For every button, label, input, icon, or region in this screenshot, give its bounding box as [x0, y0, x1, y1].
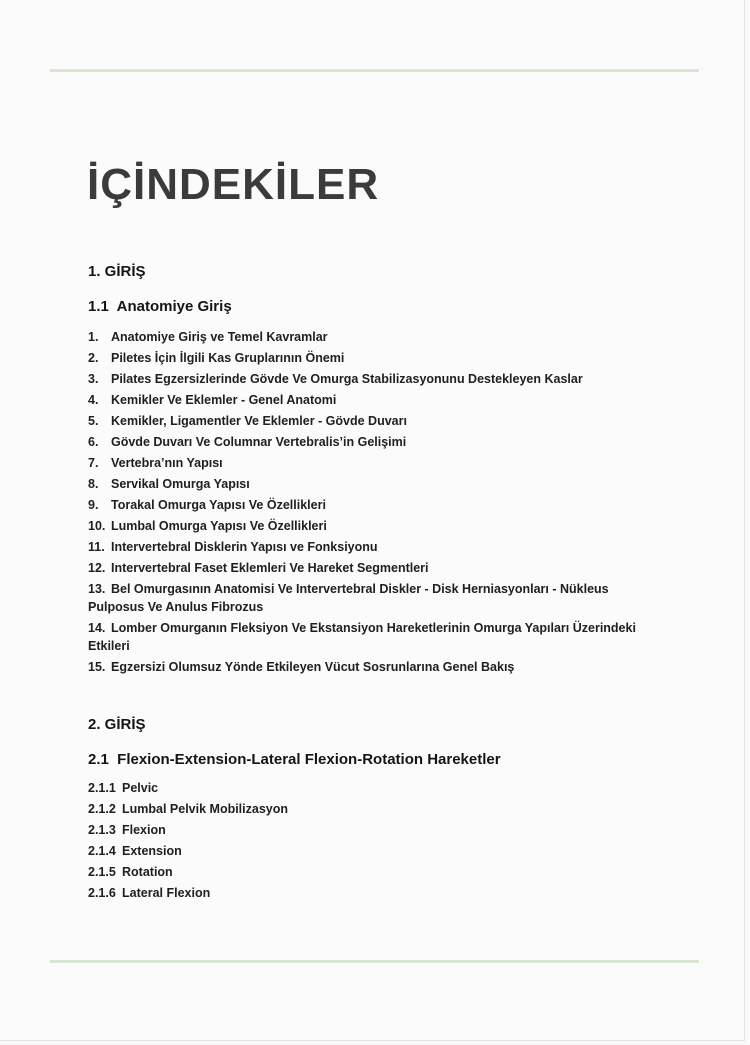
top-divider [50, 69, 699, 72]
bottom-divider [50, 960, 699, 963]
toc-item: 15. Egzersizi Olumsuz Yönde Etkileyen Vücut Sosrunlarına Genel Bakış [88, 660, 515, 674]
toc-item: 6. Gövde Duvarı Ve Columnar Vertebralis’in Gelişimi [88, 435, 407, 449]
toc-item: 11. Intervertebral Disklerin Yapısı ve Fonksiyonu [88, 540, 378, 554]
toc-subitem: 2.1.4 Extension [88, 844, 182, 858]
toc-item: 13. Bel Omurgasının Anatomisi Ve Intervertebral Diskler - Disk Herniasyonları - Nükleus Pulposus Ve Anulus Fibrozus [88, 582, 609, 614]
toc-subitem: 2.1.3 Flexion [88, 823, 166, 837]
section-2-1-title: Flexion-Extension-Lateral Flexion-Rotation Hareketler [117, 751, 501, 768]
toc-item: 14. Lomber Omurganın Fleksiyon Ve Ekstansiyon Hareketlerinin Omurga Yapıları Üzerindeki Etkileri [88, 621, 636, 653]
toc-subitem: 2.1.1 Pelvic [88, 781, 159, 795]
section-1-1-heading [88, 298, 232, 315]
toc-item: 9. Torakal Omurga Yapısı Ve Özellikleri [88, 498, 326, 512]
section-1-heading: 1. GİRİŞ [88, 263, 146, 280]
toc-item: 8. Servikal Omurga Yapısı [88, 477, 250, 491]
toc-item: 4. Kemikler Ve Eklemler - Genel Anatomi [88, 393, 337, 407]
section-2-1-heading [88, 751, 501, 768]
page-title: İÇİNDEKİLER [87, 160, 380, 209]
section-1-1-title: Anatomiye Giriş [116, 298, 232, 315]
toc-subitem: 2.1.2 Lumbal Pelvik Mobilizasyon [88, 802, 289, 816]
toc-item: 2. Piletes İçin İlgili Kas Gruplarının Önemi [88, 351, 345, 365]
section-2-1-number: 2.1 [88, 751, 109, 768]
section-1-toc-list [88, 328, 648, 676]
toc-item: 3. Pilates Egzersizlerinde Gövde Ve Omurga Stabilizasyonunu Destekleyen Kaslar [88, 372, 583, 386]
section-2-heading: 2. GİRİŞ [88, 716, 146, 733]
toc-item: 7. Vertebra’nın Yapısı [88, 456, 223, 470]
toc-item: 5. Kemikler, Ligamentler Ve Eklemler - Gövde Duvarı [88, 414, 407, 428]
toc-subitem: 2.1.6 Lateral Flexion [88, 886, 211, 900]
section-2-toc-list [88, 778, 588, 904]
toc-subitem: 2.1.5 Rotation [88, 865, 173, 879]
section-1-1-number: 1.1 [88, 298, 109, 315]
toc-item: 10. Lumbal Omurga Yapısı Ve Özellikleri [88, 519, 327, 533]
toc-item: 1. Anatomiye Giriş ve Temel Kavramlar [88, 330, 328, 344]
toc-item: 12. Intervertebral Faset Eklemleri Ve Hareket Segmentleri [88, 561, 429, 575]
